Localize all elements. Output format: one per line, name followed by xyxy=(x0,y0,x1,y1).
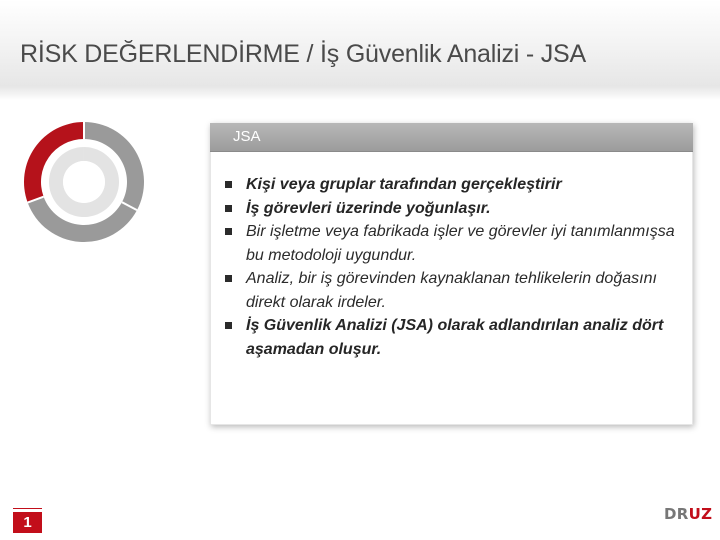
page-number-rule xyxy=(13,508,42,509)
logo-part-1: DR xyxy=(664,505,689,523)
bullet-list xyxy=(224,173,679,361)
slide-title: RİSK DEĞERLENDİRME / İş Güvenlik Analizi - JSA xyxy=(20,40,586,68)
bullet-text: Kişi veya gruplar tarafından gerçekleştirir xyxy=(246,176,562,193)
progress-ring xyxy=(22,120,150,248)
bullet-square-icon xyxy=(225,205,232,212)
content-box-title: JSA xyxy=(233,128,261,145)
progress-ring-graphic xyxy=(22,120,150,248)
bullet-item xyxy=(224,173,679,197)
logo-part-2: UZ xyxy=(688,505,713,523)
bullet-text: İş Güvenlik Analizi (JSA) olarak adlandırılan analiz dört aşamadan oluşur. xyxy=(246,317,664,358)
bullet-square-icon xyxy=(225,322,232,329)
content-box-header xyxy=(210,123,693,152)
ring-center xyxy=(63,161,105,203)
bullet-item xyxy=(224,314,679,361)
bullet-item xyxy=(224,197,679,221)
bullet-text: Bir işletme veya fabrikada işler ve görevler iyi tanımlanmışsa bu metodoloji uygundur. xyxy=(246,223,675,264)
bullet-text: Analiz, bir iş görevinden kaynaklanan tehlikelerin doğasını direkt olarak irdeler. xyxy=(246,270,657,311)
bullet-text: İş görevleri üzerinde yoğunlaşır. xyxy=(246,199,491,217)
page-number: 1 xyxy=(13,512,42,533)
bullet-square-icon xyxy=(225,181,232,188)
bullet-item xyxy=(224,267,679,314)
content-box xyxy=(210,123,693,425)
brand-logo xyxy=(664,505,712,523)
bullet-square-icon xyxy=(225,275,232,282)
bullet-square-icon xyxy=(225,228,232,235)
bullet-item xyxy=(224,220,679,267)
